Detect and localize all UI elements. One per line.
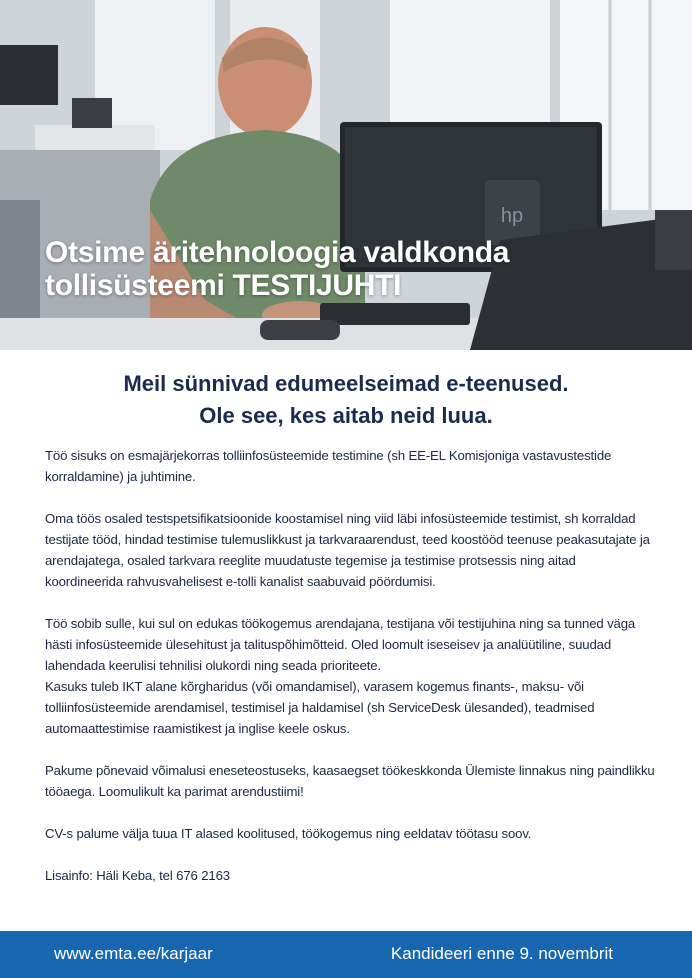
paragraph-cv: CV-s palume välja tuua IT alased koolitused, töökogemus ning eeldatav töötasu soov. <box>45 826 532 841</box>
paragraph-contact: Lisainfo: Häli Keba, tel 676 2163 <box>45 868 230 883</box>
careers-link[interactable]: www.emta.ee/karjaar <box>54 944 213 963</box>
svg-text:hp: hp <box>500 205 524 227</box>
footer-bar <box>0 931 692 978</box>
hero-title-line1: Otsime äritehnoloogia valdkonda <box>45 236 510 269</box>
application-deadline: Kandideeri enne 9. novembrit <box>390 944 613 963</box>
job-description <box>45 445 655 907</box>
paragraph-advantages: Kasuks tuleb IKT alane kõrgharidus (või omandamisel), varasem kogemus finants-, maksu- või tolliinfosüsteemide arendamisel, testimisel ja haldamisel (sh ServiceDesk ülesanded), teadmised automaattestimise raamistikest ja inglise keele oskus. <box>45 679 595 736</box>
headline-line2: Ole see, kes aitab neid luua. <box>199 403 493 428</box>
paragraph-duties: Töö sisuks on esmajärjekorras tolliinfosüsteemide testimine (sh EE-EL Komisjoniga vastavustestide korraldamine) ja juhtimine. <box>45 448 612 484</box>
headline-line1: Meil sünnivad edumeelseimad e-teenused. <box>123 371 569 396</box>
paragraph-offer: Pakume põnevaid võimalusi eneseteostuseks, kaasaegset töökeskkonda Ülemiste linnakus ning paindlikku tööaega. Loomulikult ka parimat arendustiimi! <box>45 763 655 799</box>
hero-photo <box>0 0 692 350</box>
paragraph-tasks: Oma töös osaled testspetsifikatsioonide koostamisel ning viid läbi infosüsteemide testimist, sh korraldad testijate tööd, hindad testimise tulemuslikkust ja tarkvaraarendust, teed koostööd teenuse peakasutajate ja arendajatega, osaled tarkvara reeglite muudatuste tegemise ja testimise protsessis ning aitad koordineerida rahvusvahelisest e-tolli kanalist saabuvaid pöördumisi. <box>45 511 650 589</box>
hero-title-line2: tollisüsteemi TESTIJUHTI <box>45 269 402 302</box>
headline <box>0 368 692 432</box>
hero-title <box>45 236 605 302</box>
paragraph-requirements: Töö sobib sulle, kui sul on edukas töökogemus arendajana, testijana või testijuhina ning sa tunned väga hästi infosüsteemide ülesehitust ja talituspõhimõtteid. Oled loomult iseseisev ja analüütiline, suudad lahendada keerulisi tehnilisi olukordi ning seada prioriteete. <box>45 616 636 673</box>
